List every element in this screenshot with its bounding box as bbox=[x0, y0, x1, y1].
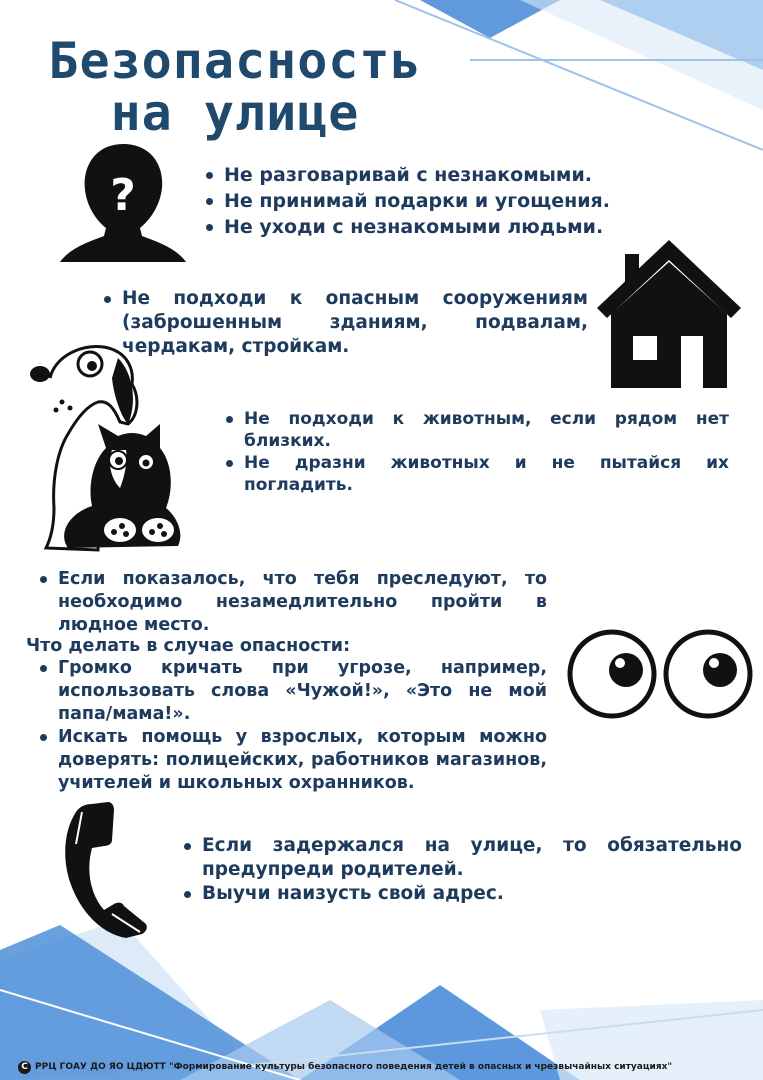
footer-credit bbox=[18, 1061, 672, 1074]
list-item: Не подходи к опасным сооружениям (заброшенным зданиям, подвалам, чердакам, стройкам. bbox=[100, 287, 588, 359]
list-item: Не разговаривай с незнакомыми. bbox=[202, 162, 642, 188]
animal-rules-list bbox=[222, 408, 729, 496]
phone-rules-list bbox=[180, 834, 742, 906]
list-item: Выучи наизусть свой адрес. bbox=[180, 882, 742, 906]
svg-text:?: ? bbox=[110, 170, 136, 221]
stranger-rules-list bbox=[202, 162, 642, 240]
copyright-mark: С bbox=[18, 1061, 31, 1074]
eyes-icon bbox=[566, 626, 756, 722]
list-item: Не подходи к животным, если рядом нет близких. bbox=[222, 408, 729, 452]
follow-rules-list bbox=[36, 568, 547, 637]
list-item: Если показалось, что тебя преследуют, то необходимо незамедлительно пройти в людное место. bbox=[36, 568, 547, 637]
list-item: Громко кричать при угрозе, например, использовать слова «Чужой!», «Это не мой папа/мама!». bbox=[36, 657, 547, 726]
list-item: Не дразни животных и не пытайся их погладить. bbox=[222, 452, 729, 496]
page-title-line1: Безопасность bbox=[48, 32, 422, 90]
danger-list bbox=[36, 657, 547, 795]
footer-text: РРЦ ГОАУ ДО ЯО ЦДЮТТ "Формирование культуры безопасного поведения детей в опасных и чрезвычайных ситуациях" bbox=[35, 1062, 673, 1072]
person-question-icon bbox=[58, 138, 188, 264]
list-item: Не уходи с незнакомыми людьми. bbox=[202, 214, 642, 240]
dog-cat-icon bbox=[28, 338, 188, 553]
list-item: Не принимай подарки и угощения. bbox=[202, 188, 642, 214]
phone-handset-icon bbox=[62, 800, 154, 938]
page-title-line2: на улице bbox=[110, 84, 360, 142]
house-icon bbox=[597, 236, 742, 391]
danger-heading: Что делать в случае опасности: bbox=[26, 636, 351, 656]
list-item: Если задержался на улице, то обязательно предупреди родителей. bbox=[180, 834, 742, 882]
list-item: Искать помощь у взрослых, которым можно доверять: полицейских, работников магазинов, учителей и школьных охранников. bbox=[36, 726, 547, 795]
